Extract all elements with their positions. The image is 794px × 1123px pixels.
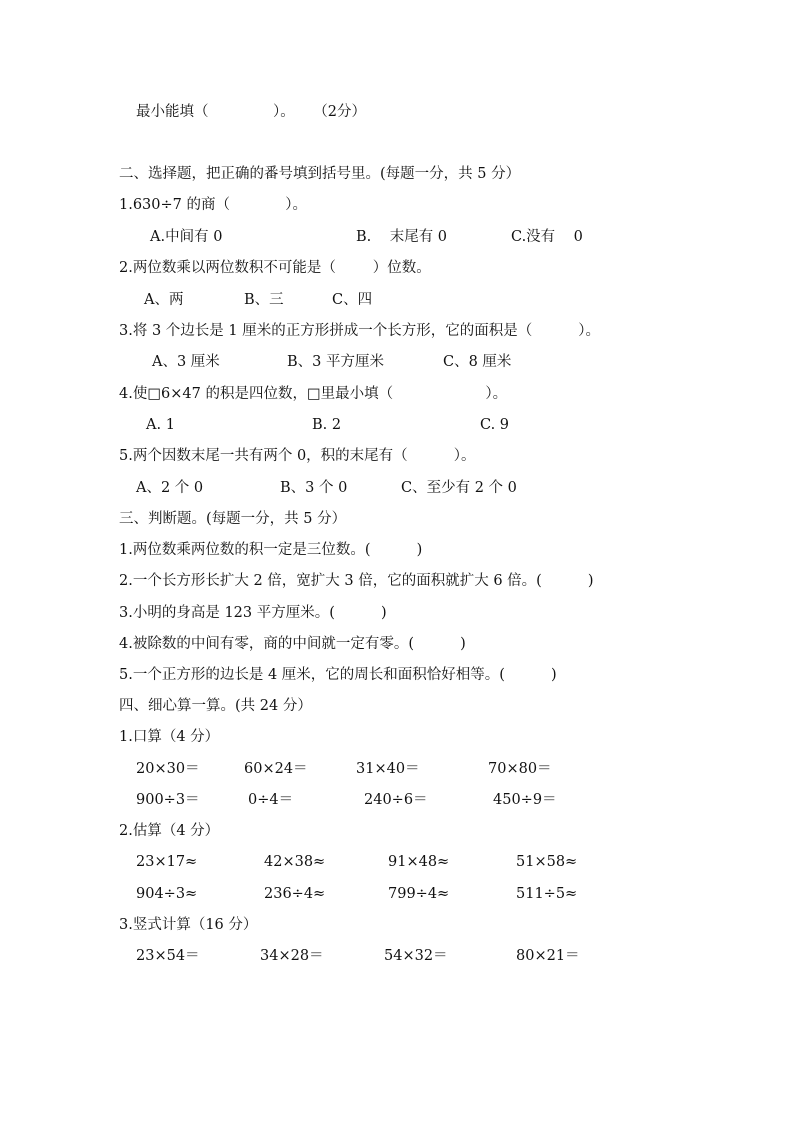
q2-3-option-a: A、3 厘米	[152, 354, 220, 370]
section-2-heading: 二、选择题，把正确的番号填到括号里。(每题一分，共 5 分）	[119, 166, 521, 182]
vertical-calc-1: 23×54＝	[136, 948, 200, 964]
section-4-heading: 四、细心算一算。(共 24 分）	[119, 698, 312, 714]
q2-3-option-b: B、3 平方厘米	[287, 354, 384, 370]
q3-1: 1.两位数乘两位数的积一定是三位数。( )	[119, 542, 423, 558]
q3-5: 5.一个正方形的边长是 4 厘米，它的周长和面积恰好相等。( )	[119, 667, 557, 683]
vertical-calc-3: 54×32＝	[384, 948, 448, 964]
oral-calc-2: 60×24＝	[244, 761, 308, 777]
q2-2-option-a: A、两	[144, 292, 184, 308]
q3-3: 3.小明的身高是 123 平方厘米。( )	[119, 605, 387, 621]
oral-calc-4: 70×80＝	[488, 761, 552, 777]
q2-2: 2.两位数乘以两位数积不可能是（ ）位数。	[119, 260, 431, 276]
estimate-1: 23×17≈	[136, 854, 198, 870]
vertical-calc-4: 80×21＝	[516, 948, 580, 964]
oral-calc-3: 31×40＝	[356, 761, 420, 777]
q2-2-option-c: C、四	[332, 292, 373, 308]
line-min-fill: 最小能填（ ）。 （2分）	[136, 104, 366, 120]
estimate-8: 511÷5≈	[516, 886, 578, 902]
q3-2: 2.一个长方形长扩大 2 倍，宽扩大 3 倍，它的面积就扩大 6 倍。( )	[119, 573, 594, 589]
q2-1-option-c: C.没有 0	[511, 229, 583, 245]
oral-calc-8: 450÷9＝	[493, 792, 557, 808]
estimate-7: 799÷4≈	[388, 886, 450, 902]
estimate-6: 236÷4≈	[264, 886, 326, 902]
estimate-3: 91×48≈	[388, 854, 450, 870]
q2-3: 3.将 3 个边长是 1 厘米的正方形拼成一个长方形，它的面积是（ ）。	[119, 323, 601, 339]
estimate-5: 904÷3≈	[136, 886, 198, 902]
q4-2-heading: 2.估算（4 分）	[119, 823, 220, 839]
oral-calc-5: 900÷3＝	[136, 792, 200, 808]
q2-1-option-a: A.中间有 0	[150, 229, 223, 245]
q2-3-option-c: C、8 厘米	[443, 354, 512, 370]
q2-1-option-b: B. 末尾有 0	[356, 229, 448, 245]
q2-5: 5.两个因数末尾一共有两个 0，积的末尾有（ ）。	[119, 448, 476, 464]
estimate-4: 51×58≈	[516, 854, 578, 870]
q2-4-option-b: B. 2	[312, 417, 342, 433]
vertical-calc-2: 34×28＝	[260, 948, 324, 964]
q2-1: 1.630÷7 的商（ ）。	[119, 197, 308, 213]
q2-5-option-c: C、至少有 2 个 0	[401, 480, 517, 496]
q4-1-heading: 1.口算（4 分）	[119, 729, 220, 745]
section-3-heading: 三、判断题。(每题一分，共 5 分）	[119, 511, 347, 527]
q2-5-option-a: A、2 个 0	[136, 480, 204, 496]
oral-calc-6: 0÷4＝	[248, 792, 294, 808]
q2-4-option-a: A. 1	[146, 417, 175, 433]
q2-4-option-c: C. 9	[480, 417, 510, 433]
q4-3-heading: 3.竖式计算（16 分）	[119, 917, 258, 933]
estimate-2: 42×38≈	[264, 854, 326, 870]
oral-calc-7: 240÷6＝	[364, 792, 428, 808]
q3-4: 4.被除数的中间有零，商的中间就一定有零。( )	[119, 636, 466, 652]
q2-4: 4.使□6×47 的积是四位数，□里最小填（ ）。	[119, 386, 508, 402]
q2-5-option-b: B、3 个 0	[280, 480, 348, 496]
oral-calc-1: 20×30＝	[136, 761, 200, 777]
q2-2-option-b: B、三	[244, 292, 284, 308]
